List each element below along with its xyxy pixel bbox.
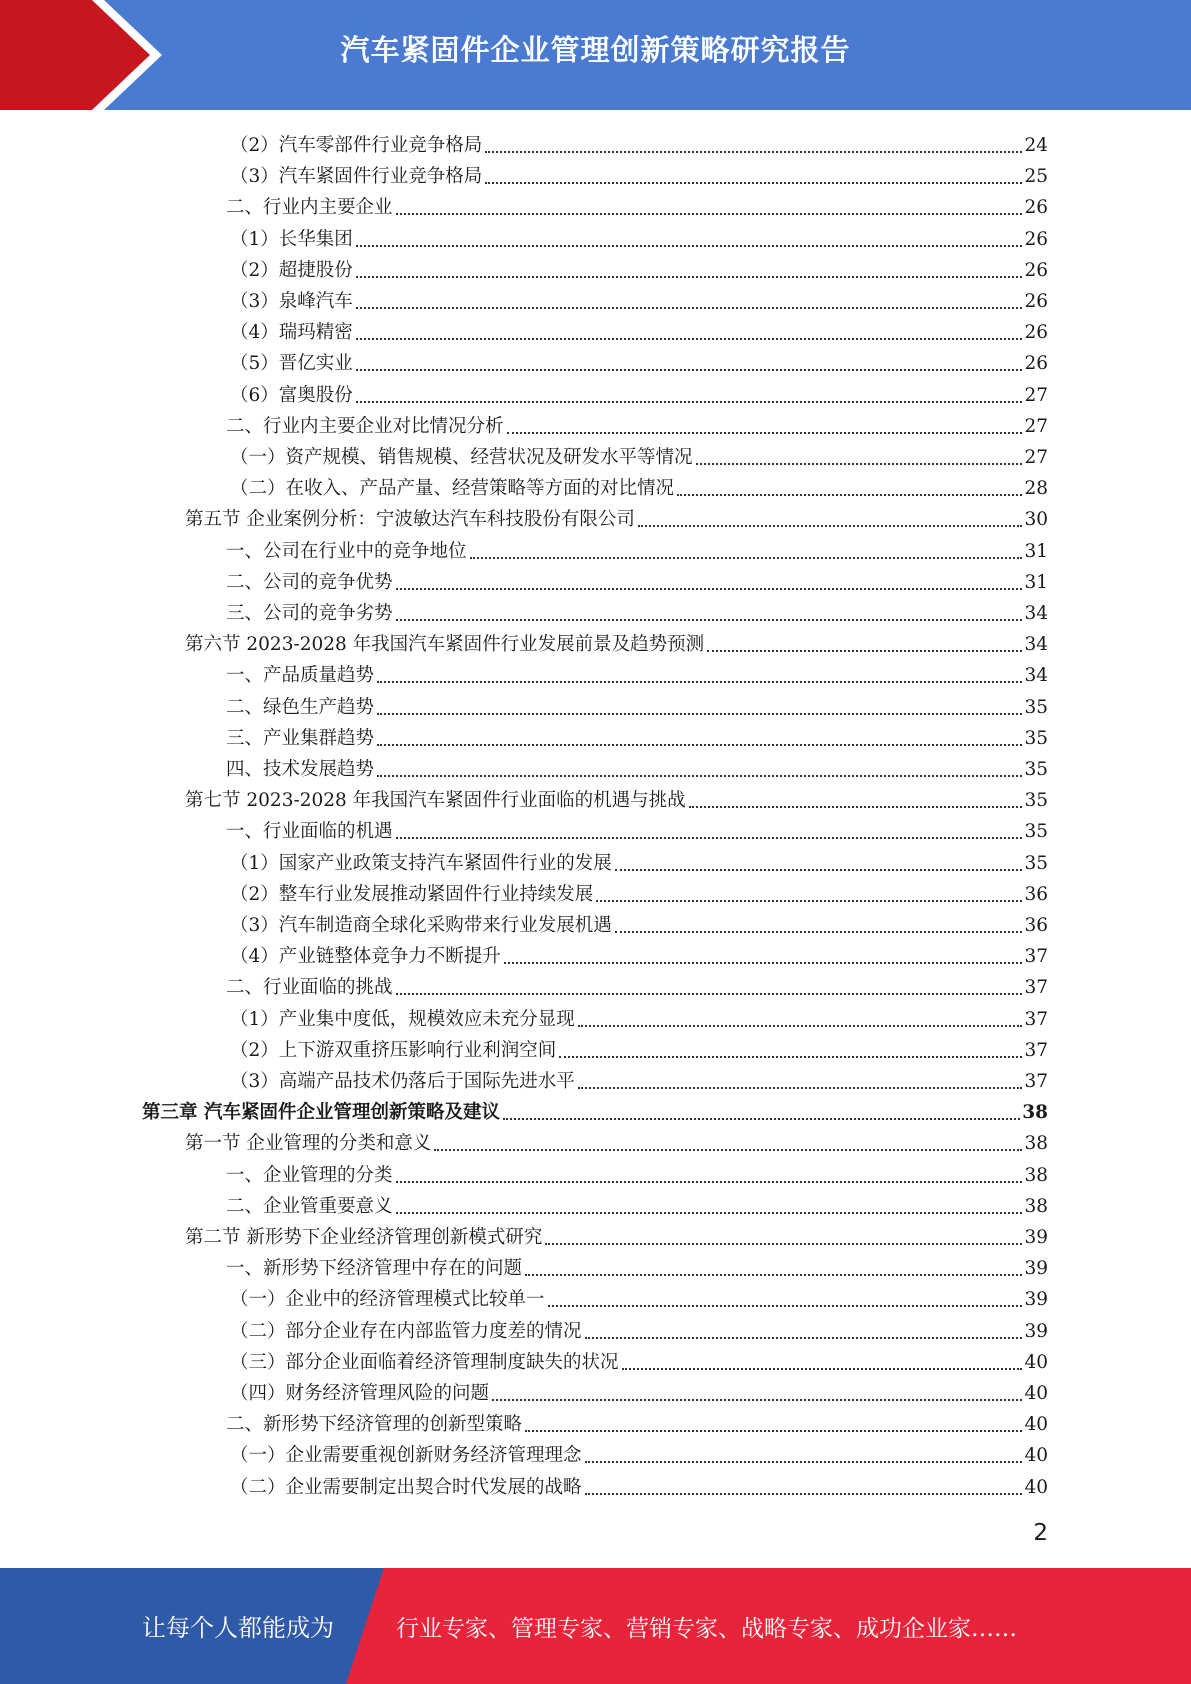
- toc-dot-leader: [638, 524, 1023, 527]
- toc-dot-leader: [396, 1180, 1023, 1183]
- toc-dot-leader: [492, 1398, 1022, 1401]
- toc-entry-page: 40: [1024, 1383, 1048, 1404]
- toc-dot-leader: [396, 212, 1023, 215]
- toc-dot-leader: [485, 181, 1022, 184]
- toc-entry-label: 一、新形势下经济管理中存在的问题: [226, 1258, 523, 1280]
- toc-dot-leader: [545, 1242, 1022, 1245]
- toc-entry-page: 35: [1024, 821, 1048, 843]
- toc-entry[interactable]: [230, 876, 1048, 907]
- toc-dot-leader: [356, 368, 1023, 371]
- toc-entry[interactable]: [230, 1469, 1048, 1500]
- toc-entry-page: 39: [1024, 1227, 1048, 1248]
- toc-entry[interactable]: [226, 969, 1048, 1000]
- toc-dot-leader: [356, 337, 1023, 340]
- page-header: [0, 0, 1191, 110]
- toc-entry-page: 39: [1024, 1258, 1048, 1280]
- toc-entry-label: 一、公司在行业中的竞争地位: [226, 540, 467, 562]
- toc-entry-label: 三、产业集群趋势: [226, 727, 375, 749]
- toc-entry-page: 35: [1024, 759, 1048, 780]
- toc-entry-label: （四）财务经济管理风险的问题: [230, 1383, 490, 1404]
- toc-dot-leader: [585, 1492, 1023, 1495]
- toc-entry-label: （二）部分企业存在内部监管力度差的情况: [230, 1320, 582, 1342]
- toc-entry-page: 26: [1024, 291, 1048, 312]
- toc-entry-page: 35: [1024, 696, 1048, 718]
- toc-dot-leader: [596, 899, 1022, 902]
- toc-entry-label: 一、行业面临的机遇: [226, 821, 393, 843]
- toc-entry-page: 36: [1024, 915, 1048, 936]
- toc-entry[interactable]: [230, 938, 1048, 969]
- footer-slogan-right: 行业专家、管理专家、营销专家、战略专家、成功企业家……: [396, 1616, 1017, 1642]
- toc-entry[interactable]: [185, 1219, 1048, 1250]
- toc-dot-leader: [470, 556, 1023, 559]
- toc-entry-label: （2）超捷股份: [230, 259, 353, 281]
- toc-dot-leader: [356, 400, 1023, 403]
- toc-dot-leader: [396, 836, 1023, 839]
- toc-entry-page: 35: [1024, 790, 1048, 812]
- toc-entry-page: 37: [1024, 946, 1048, 968]
- toc-entry-page: 28: [1024, 478, 1048, 500]
- toc-entry-label: （三）部分企业面临着经济管理制度缺失的状况: [230, 1351, 619, 1373]
- toc-entry-page: 39: [1024, 1320, 1048, 1342]
- toc-entry-label: 三、公司的竞争劣势: [226, 603, 393, 624]
- toc-entry-page: 27: [1024, 415, 1048, 437]
- toc-entry-page: 24: [1024, 135, 1048, 156]
- toc-entry-label: （3）高端产品技术仍落后于国际先进水平: [230, 1071, 575, 1092]
- toc-entry-label: 第二节 新形势下企业经济管理创新模式研究: [185, 1227, 543, 1248]
- toc-entry-page: 38: [1024, 1164, 1048, 1186]
- toc-dot-leader: [578, 1024, 1023, 1027]
- toc-dot-leader: [585, 1460, 1023, 1463]
- toc-dot-leader: [689, 805, 1023, 808]
- toc-entry-label: （3）泉峰汽车: [230, 291, 353, 312]
- toc-entry-label: 二、新形势下经济管理的创新型策略: [226, 1414, 523, 1436]
- toc-entry[interactable]: [226, 595, 1048, 626]
- toc-entry-label: 一、企业管理的分类: [226, 1164, 393, 1186]
- toc-entry-label: 二、企业管重要意义: [226, 1195, 393, 1217]
- toc-entry[interactable]: [230, 1063, 1048, 1094]
- footer-slogan-left: 让每个人都能成为: [142, 1614, 334, 1642]
- toc-entry[interactable]: [230, 907, 1048, 938]
- toc-entry-label: 二、公司的竞争优势: [226, 571, 393, 593]
- toc-dot-leader: [696, 462, 1023, 465]
- toc-entry-label: 二、行业内主要企业对比情况分析: [226, 415, 504, 437]
- toc-entry-page: 38: [1024, 1133, 1048, 1155]
- toc-entry[interactable]: [230, 377, 1048, 408]
- toc-entry-label: 二、行业面临的挑战: [226, 977, 393, 999]
- toc-entry-label: （二）企业需要制定出契合时代发展的战略: [230, 1476, 582, 1498]
- toc-entry-label: 第三章 汽车紧固件企业管理创新策略及建议: [142, 1102, 500, 1124]
- toc-entry-page: 39: [1024, 1289, 1048, 1311]
- toc-entry[interactable]: [230, 221, 1048, 252]
- toc-entry-page: 31: [1024, 571, 1048, 593]
- toc-dot-leader: [525, 1273, 1022, 1276]
- toc-entry[interactable]: [230, 1001, 1048, 1032]
- toc-entry[interactable]: [226, 533, 1048, 564]
- toc-entry[interactable]: [226, 1188, 1048, 1219]
- toc-dot-leader: [559, 1055, 1022, 1058]
- toc-entry-label: 一、产品质量趋势: [226, 665, 375, 687]
- toc-entry[interactable]: [230, 252, 1048, 283]
- toc-entry[interactable]: [226, 813, 1048, 844]
- toc-entry[interactable]: [226, 1406, 1048, 1437]
- toc-entry[interactable]: [226, 751, 1048, 782]
- toc-dot-leader: [503, 1117, 1020, 1120]
- toc-entry-page: 34: [1024, 603, 1048, 624]
- toc-entry-page: 40: [1024, 1351, 1048, 1373]
- toc-dot-leader: [434, 1148, 1022, 1151]
- toc-entry[interactable]: [226, 1250, 1048, 1281]
- toc-entry[interactable]: [230, 345, 1048, 376]
- toc-dot-leader: [396, 1211, 1023, 1214]
- toc-dot-leader: [356, 244, 1023, 247]
- toc-entry-label: （一）企业中的经济管理模式比较单一: [230, 1289, 545, 1311]
- toc-entry-page: 26: [1024, 197, 1048, 219]
- toc-entry[interactable]: [230, 1032, 1048, 1063]
- toc-entry[interactable]: [230, 1313, 1048, 1344]
- toc-entry-page: 31: [1024, 540, 1048, 562]
- toc-entry-page: 35: [1024, 727, 1048, 749]
- toc-dot-leader: [707, 649, 1022, 652]
- toc-entry-label: 二、绿色生产趋势: [226, 696, 375, 718]
- toc-dot-leader: [622, 1367, 1023, 1370]
- toc-entry-page: 37: [1024, 1039, 1048, 1061]
- toc-entry[interactable]: [226, 564, 1048, 595]
- toc-entry-page: 37: [1024, 977, 1048, 999]
- toc-dot-leader: [615, 868, 1023, 871]
- toc-entry-page: 35: [1024, 852, 1048, 874]
- toc-entry-page: 36: [1024, 883, 1048, 905]
- toc-dot-leader: [377, 712, 1022, 715]
- toc-entry[interactable]: [230, 470, 1048, 501]
- toc-entry[interactable]: [230, 845, 1048, 876]
- toc-entry-page: 37: [1024, 1071, 1048, 1092]
- toc-entry-page: 27: [1024, 447, 1048, 468]
- toc-entry[interactable]: [230, 1281, 1048, 1312]
- toc-entry-page: 25: [1024, 166, 1048, 188]
- toc-entry-label: （1）国家产业政策支持汽车紧固件行业的发展: [230, 852, 612, 874]
- toc-entry[interactable]: [230, 283, 1048, 314]
- toc-entry[interactable]: [230, 1437, 1048, 1468]
- toc-entry[interactable]: [185, 626, 1048, 657]
- toc-dot-leader: [356, 275, 1023, 278]
- toc-dot-leader: [396, 992, 1023, 995]
- toc-entry-page: 37: [1024, 1008, 1048, 1030]
- toc-dot-leader: [507, 431, 1023, 434]
- toc-entry-label: （4）瑞玛精密: [230, 322, 353, 344]
- toc-entry[interactable]: [185, 1125, 1048, 1156]
- toc-dot-leader: [578, 1086, 1023, 1089]
- toc-entry[interactable]: [230, 158, 1048, 189]
- toc-entry-label: （二）在收入、产品产量、经营策略等方面的对比情况: [230, 478, 675, 500]
- toc-entry-page: 26: [1024, 353, 1048, 375]
- toc-entry-label: 二、行业内主要企业: [226, 197, 393, 219]
- toc-entry-page: 26: [1024, 228, 1048, 250]
- toc-entry[interactable]: [185, 782, 1048, 813]
- toc-entry-page: 40: [1024, 1476, 1048, 1498]
- toc-entry-label: 四、技术发展趋势: [226, 759, 375, 780]
- toc-entry[interactable]: [230, 1344, 1048, 1375]
- toc-entry[interactable]: [230, 1375, 1048, 1406]
- toc-entry-label: （一）企业需要重视创新财务经济管理理念: [230, 1445, 582, 1467]
- toc-entry-label: （2）汽车零部件行业竞争格局: [230, 135, 483, 156]
- toc-entry-label: 第六节 2023-2028 年我国汽车紧固件行业发展前景及趋势预测: [185, 634, 705, 656]
- toc-dot-leader: [377, 743, 1022, 746]
- toc-entry[interactable]: [226, 1157, 1048, 1188]
- toc-entry-page: 40: [1024, 1414, 1048, 1436]
- toc-dot-leader: [356, 306, 1023, 309]
- toc-entry-label: （3）汽车紧固件行业竞争格局: [230, 166, 483, 188]
- toc-entry-label: 第一节 企业管理的分类和意义: [185, 1133, 432, 1155]
- toc-entry[interactable]: [226, 189, 1048, 220]
- toc-entry-page: 27: [1024, 384, 1048, 406]
- page-footer: [0, 1568, 1191, 1684]
- toc-entry-page: 38: [1024, 1195, 1048, 1217]
- toc-entry-label: （5）晋亿实业: [230, 353, 353, 375]
- toc-entry[interactable]: [230, 439, 1048, 470]
- toc-entry[interactable]: [230, 314, 1048, 345]
- toc-entry-label: （4）产业链整体竞争力不断提升: [230, 946, 501, 968]
- toc-dot-leader: [377, 680, 1022, 683]
- toc-dot-leader: [548, 1304, 1023, 1307]
- toc-entry[interactable]: [185, 501, 1048, 532]
- toc-entry-page: 26: [1024, 322, 1048, 344]
- toc-dot-leader: [525, 1429, 1022, 1432]
- toc-entry-page: 38: [1022, 1102, 1048, 1124]
- toc-entry-label: （2）整车行业发展推动紧固件行业持续发展: [230, 883, 594, 905]
- toc-dot-leader: [396, 587, 1023, 590]
- toc-entry-label: （1）产业集中度低，规模效应未充分显现: [230, 1008, 575, 1030]
- toc-entry[interactable]: [226, 408, 1048, 439]
- toc-entry-page: 40: [1024, 1445, 1048, 1467]
- toc-entry-label: （2）上下游双重挤压影响行业利润空间: [230, 1039, 557, 1061]
- toc-entry[interactable]: [142, 1094, 1048, 1125]
- toc-dot-leader: [677, 493, 1022, 496]
- toc-dot-leader: [485, 150, 1022, 153]
- toc-entry-page: 26: [1024, 259, 1048, 281]
- toc-entry-label: （1）长华集团: [230, 228, 353, 250]
- toc-entry-label: （一）资产规模、销售规模、经营状况及研发水平等情况: [230, 447, 693, 468]
- toc-dot-leader: [396, 618, 1023, 621]
- report-title: 汽车紧固件企业管理创新策略研究报告: [340, 33, 851, 67]
- page-number: 2: [1033, 1520, 1048, 1546]
- toc-entry[interactable]: [226, 689, 1048, 720]
- toc-entry-label: 第七节 2023-2028 年我国汽车紧固件行业面临的机遇与挑战: [185, 790, 686, 812]
- toc-dot-leader: [377, 774, 1022, 777]
- toc-entry-page: 34: [1024, 665, 1048, 687]
- toc-entry-page: 30: [1024, 509, 1048, 531]
- toc-entry[interactable]: [230, 127, 1048, 158]
- toc-entry[interactable]: [226, 720, 1048, 751]
- toc-dot-leader: [615, 930, 1023, 933]
- toc-entry-label: （6）富奥股份: [230, 384, 353, 406]
- toc-entry-label: （3）汽车制造商全球化采购带来行业发展机遇: [230, 915, 612, 936]
- toc-dot-leader: [585, 1336, 1023, 1339]
- toc-entry-page: 34: [1024, 634, 1048, 656]
- toc-entry[interactable]: [226, 657, 1048, 688]
- toc-dot-leader: [504, 961, 1023, 964]
- toc-entry-label: 第五节 企业案例分析：宁波敏达汽车科技股份有限公司: [185, 509, 635, 531]
